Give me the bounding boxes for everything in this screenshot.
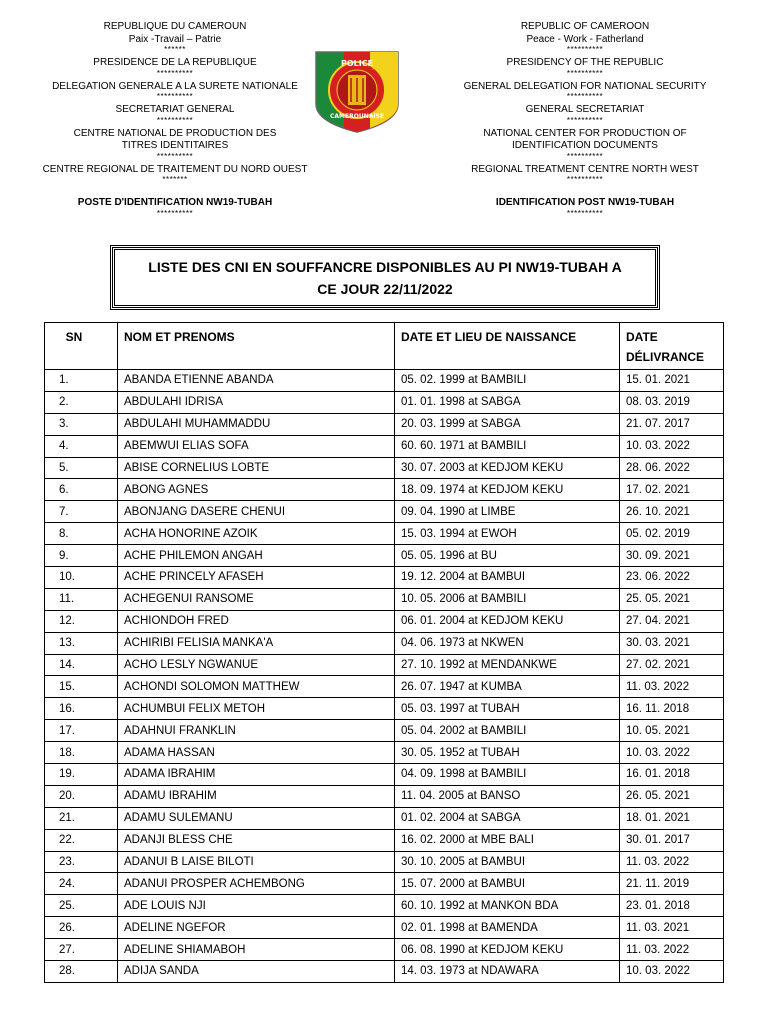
national-centre-fr-line2: TITRES IDENTITAIRES: [121, 140, 229, 151]
table-row: [45, 479, 724, 501]
column-header-issued: [620, 323, 724, 370]
cell-name: ADAMA IBRAHIM: [118, 764, 395, 786]
separator-stars: **********: [156, 69, 194, 77]
cell-birth: 15. 07. 2000 at BAMBUI: [395, 873, 620, 895]
cell-birth: 30. 10. 2005 at BAMBUI: [395, 851, 620, 873]
cell-issued: 27. 04. 2021: [620, 610, 724, 632]
cell-birth: 05. 03. 1997 at TUBAH: [395, 698, 620, 720]
cell-name: ABDULAHI IDRISA: [118, 391, 395, 413]
table-row: [45, 457, 724, 479]
cell-name: ACHIRIBI FELISIA MANKA'A: [118, 632, 395, 654]
cell-sn: 26.: [45, 917, 118, 939]
cell-issued: 10. 03. 2022: [620, 742, 724, 764]
cell-birth: 10. 05. 2006 at BAMBILI: [395, 588, 620, 610]
cell-birth: 02. 01. 1998 at BAMENDA: [395, 917, 620, 939]
regional-centre-en: REGIONAL TREATMENT CENTRE NORTH WEST: [471, 163, 699, 175]
cell-sn: 1.: [45, 370, 118, 392]
cell-issued: 08. 03. 2019: [620, 391, 724, 413]
cell-name: ABONG AGNES: [118, 479, 395, 501]
cell-sn: 2.: [45, 391, 118, 413]
separator-stars: **********: [156, 209, 194, 217]
table-row: [45, 807, 724, 829]
cell-name: ADELINE SHIAMABOH: [118, 939, 395, 961]
cell-name: ADE LOUIS NJI: [118, 895, 395, 917]
cell-birth: 30. 07. 2003 at KEDJOM KEKU: [395, 457, 620, 479]
cell-sn: 4.: [45, 435, 118, 457]
table-row: [45, 873, 724, 895]
cell-birth: 06. 08. 1990 at KEDJOM KEKU: [395, 939, 620, 961]
table-row: [45, 370, 724, 392]
table-row: [45, 829, 724, 851]
cell-issued: 25. 05. 2021: [620, 588, 724, 610]
cell-name: ACHUMBUI FELIX METOH: [118, 698, 395, 720]
document-title-line1: LISTE DES CNI EN SOUFFANCRE DISPONIBLES AU PI NW19-TUBAH A: [148, 258, 622, 275]
cell-name: ABONJANG DASERE CHENUI: [118, 501, 395, 523]
national-centre-en-line1: NATIONAL CENTER FOR PRODUCTION OF: [483, 127, 687, 139]
cell-sn: 10.: [45, 567, 118, 589]
cell-sn: 5.: [45, 457, 118, 479]
cell-name: ADIJA SANDA: [118, 961, 395, 983]
cell-issued: 17. 02. 2021: [620, 479, 724, 501]
cell-birth: 20. 03. 1999 at SABGA: [395, 413, 620, 435]
cell-issued: 23. 01. 2018: [620, 895, 724, 917]
table-row: [45, 720, 724, 742]
emblem-top-text: POLICE: [340, 59, 374, 68]
document-title-line2: CE JOUR 22/11/2022: [317, 280, 453, 297]
cell-birth: 06. 01. 2004 at KEDJOM KEKU: [395, 610, 620, 632]
emblem-bottom-text: CAMEROUNAISE: [329, 113, 385, 120]
cell-issued: 11. 03. 2022: [620, 676, 724, 698]
cell-sn: 19.: [45, 764, 118, 786]
column-header-issued-line2: DÉLIVRANCE: [626, 350, 705, 364]
country-name-fr: REPUBLIQUE DU CAMEROUN: [103, 21, 247, 32]
table-row: [45, 501, 724, 523]
table-row: [45, 588, 724, 610]
cell-birth: 60. 60. 1971 at BAMBILI: [395, 435, 620, 457]
cell-name: ADANUI PROSPER ACHEMBONG: [118, 873, 395, 895]
table-row: [45, 676, 724, 698]
cell-name: ABISE CORNELIUS LOBTE: [118, 457, 395, 479]
cell-birth: 01. 02. 2004 at SABGA: [395, 807, 620, 829]
presidency-en: PRESIDENCY OF THE REPUBLIC: [506, 57, 664, 68]
separator-stars: **********: [566, 116, 604, 124]
cell-birth: 15. 03. 1994 at EWOH: [395, 523, 620, 545]
table-row: [45, 654, 724, 676]
cell-name: ACHA HONORINE AZOIK: [118, 523, 395, 545]
table-row: [45, 917, 724, 939]
cell-sn: 25.: [45, 895, 118, 917]
cell-issued: 30. 01. 2017: [620, 829, 724, 851]
table-row: [45, 435, 724, 457]
cell-sn: 17.: [45, 720, 118, 742]
cell-birth: 19. 12. 2004 at BAMBUI: [395, 567, 620, 589]
cell-sn: 12.: [45, 610, 118, 632]
cell-birth: 05. 05. 1996 at BU: [395, 545, 620, 567]
document-title-box: [112, 247, 658, 308]
column-header-birth: DATE ET LIEU DE NAISSANCE: [395, 323, 620, 370]
delegation-en: GENERAL DELEGATION FOR NATIONAL SECURITY: [463, 80, 707, 92]
cell-sn: 27.: [45, 939, 118, 961]
column-header-name: NOM ET PRENOMS: [118, 323, 395, 370]
separator-stars: **********: [566, 152, 604, 160]
national-centre-fr-line1: CENTRE NATIONAL DE PRODUCTION DES: [73, 127, 277, 139]
cell-sn: 23.: [45, 851, 118, 873]
cell-sn: 21.: [45, 807, 118, 829]
cell-birth: 27. 10. 1992 at MENDANKWE: [395, 654, 620, 676]
table-row: [45, 391, 724, 413]
cell-name: ADELINE NGEFOR: [118, 917, 395, 939]
separator-stars: **********: [566, 93, 604, 100]
separator-stars: **********: [156, 93, 194, 100]
cell-birth: 26. 07. 1947 at KUMBA: [395, 676, 620, 698]
cell-issued: 10. 03. 2022: [620, 961, 724, 983]
cell-sn: 6.: [45, 479, 118, 501]
cell-issued: 16. 11. 2018: [620, 698, 724, 720]
separator-stars: **********: [566, 209, 604, 217]
header-right-english: [440, 21, 730, 217]
cell-sn: 13.: [45, 632, 118, 654]
separator-stars: **********: [566, 46, 604, 53]
cell-issued: 10. 05. 2021: [620, 720, 724, 742]
table-row: [45, 610, 724, 632]
cell-issued: 30. 03. 2021: [620, 632, 724, 654]
cell-issued: 27. 02. 2021: [620, 654, 724, 676]
regional-centre-fr: CENTRE REGIONAL DE TRAITEMENT DU NORD OUEST: [42, 163, 308, 175]
id-card-list-table: [44, 322, 724, 983]
cell-birth: 14. 03. 1973 at NDAWARA: [395, 961, 620, 983]
column-header-sn: SN: [45, 323, 118, 370]
cell-name: ABANDA ETIENNE ABANDA: [118, 370, 395, 392]
presidency-fr: PRESIDENCE DE LA REPUBLIQUE: [93, 57, 257, 68]
cell-issued: 11. 03. 2022: [620, 939, 724, 961]
cell-sn: 20.: [45, 785, 118, 807]
separator-stars: **********: [156, 152, 194, 160]
country-name-en: REPUBLIC OF CAMEROON: [520, 21, 650, 32]
table-row: [45, 545, 724, 567]
cell-issued: 16. 01. 2018: [620, 764, 724, 786]
cell-issued: 15. 01. 2021: [620, 370, 724, 392]
cell-sn: 7.: [45, 501, 118, 523]
identification-post-fr: POSTE D'IDENTIFICATION NW19-TUBAH: [77, 197, 273, 208]
cell-birth: 11. 04. 2005 at BANSO: [395, 785, 620, 807]
cell-issued: 21. 07. 2017: [620, 413, 724, 435]
cell-name: ACHE PHILEMON ANGAH: [118, 545, 395, 567]
table-row: [45, 764, 724, 786]
secretariat-fr: SECRETARIAT GENERAL: [115, 104, 235, 115]
police-emblem-logo: [312, 48, 402, 134]
delegation-fr: DELEGATION GENERALE A LA SURETE NATIONALE: [52, 80, 298, 92]
cell-sn: 9.: [45, 545, 118, 567]
cell-sn: 8.: [45, 523, 118, 545]
cell-birth: 60. 10. 1992 at MANKON BDA: [395, 895, 620, 917]
column-header-issued-line1: DATE: [626, 330, 658, 344]
cell-sn: 11.: [45, 588, 118, 610]
separator-stars: **********: [156, 116, 194, 124]
cell-name: ABDULAHI MUHAMMADDU: [118, 413, 395, 435]
table-row: [45, 895, 724, 917]
cell-birth: 09. 04. 1990 at LIMBE: [395, 501, 620, 523]
table-row: [45, 961, 724, 983]
table-row: [45, 939, 724, 961]
cell-name: ADAMA HASSAN: [118, 742, 395, 764]
cell-sn: 18.: [45, 742, 118, 764]
cell-name: ABEMWUI ELIAS SOFA: [118, 435, 395, 457]
cell-birth: 04. 06. 1973 at NKWEN: [395, 632, 620, 654]
cell-issued: 26. 05. 2021: [620, 785, 724, 807]
table-row: [45, 785, 724, 807]
separator-stars: **********: [566, 69, 604, 77]
separator-stars: *******: [162, 176, 188, 183]
cell-sn: 3.: [45, 413, 118, 435]
cell-birth: 05. 02. 1999 at BAMBILI: [395, 370, 620, 392]
cell-sn: 28.: [45, 961, 118, 983]
cell-sn: 22.: [45, 829, 118, 851]
table-row: [45, 567, 724, 589]
table-row: [45, 742, 724, 764]
cell-name: ACHONDI SOLOMON MATTHEW: [118, 676, 395, 698]
cell-sn: 14.: [45, 654, 118, 676]
cell-issued: 23. 06. 2022: [620, 567, 724, 589]
cell-birth: 18. 09. 1974 at KEDJOM KEKU: [395, 479, 620, 501]
cell-name: ACHE PRINCELY AFASEH: [118, 567, 395, 589]
national-centre-en-line2: IDENTIFICATION DOCUMENTS: [512, 140, 658, 151]
table-row: [45, 413, 724, 435]
cell-issued: 26. 10. 2021: [620, 501, 724, 523]
cell-issued: 05. 02. 2019: [620, 523, 724, 545]
cell-name: ADANUI B LAISE BILOTI: [118, 851, 395, 873]
table-row: [45, 523, 724, 545]
table-row: [45, 698, 724, 720]
cell-name: ADAMU SULEMANU: [118, 807, 395, 829]
header-left-french: [20, 21, 330, 217]
cell-issued: 11. 03. 2022: [620, 851, 724, 873]
secretariat-en: GENERAL SECRETARIAT: [525, 104, 645, 115]
cell-birth: 05. 04. 2002 at BAMBILI: [395, 720, 620, 742]
cell-issued: 10. 03. 2022: [620, 435, 724, 457]
table-header-row: [45, 323, 724, 370]
cell-sn: 16.: [45, 698, 118, 720]
cell-issued: 21. 11. 2019: [620, 873, 724, 895]
cell-issued: 11. 03. 2021: [620, 917, 724, 939]
separator-stars: **********: [566, 176, 604, 183]
cell-sn: 24.: [45, 873, 118, 895]
cell-issued: 28. 06. 2022: [620, 457, 724, 479]
table-row: [45, 851, 724, 873]
cell-name: ACHEGENUI RANSOME: [118, 588, 395, 610]
separator-stars: ******: [164, 46, 186, 53]
cell-birth: 30. 05. 1952 at TUBAH: [395, 742, 620, 764]
cell-name: ADANJI BLESS CHE: [118, 829, 395, 851]
cell-name: ADAHNUI FRANKLIN: [118, 720, 395, 742]
cell-birth: 04. 09. 1998 at BAMBILI: [395, 764, 620, 786]
cell-name: ADAMU IBRAHIM: [118, 785, 395, 807]
motto-fr: Paix -Travail – Patrie: [128, 33, 222, 45]
cell-birth: 01. 01. 1998 at SABGA: [395, 391, 620, 413]
cell-issued: 30. 09. 2021: [620, 545, 724, 567]
motto-en: Peace - Work - Fatherland: [526, 33, 644, 45]
cell-name: ACHO LESLY NGWANUE: [118, 654, 395, 676]
table-row: [45, 632, 724, 654]
cell-name: ACHIONDOH FRED: [118, 610, 395, 632]
cell-issued: 18. 01. 2021: [620, 807, 724, 829]
cell-birth: 16. 02. 2000 at MBE BALI: [395, 829, 620, 851]
cell-sn: 15.: [45, 676, 118, 698]
identification-post-en: IDENTIFICATION POST NW19-TUBAH: [495, 197, 675, 208]
